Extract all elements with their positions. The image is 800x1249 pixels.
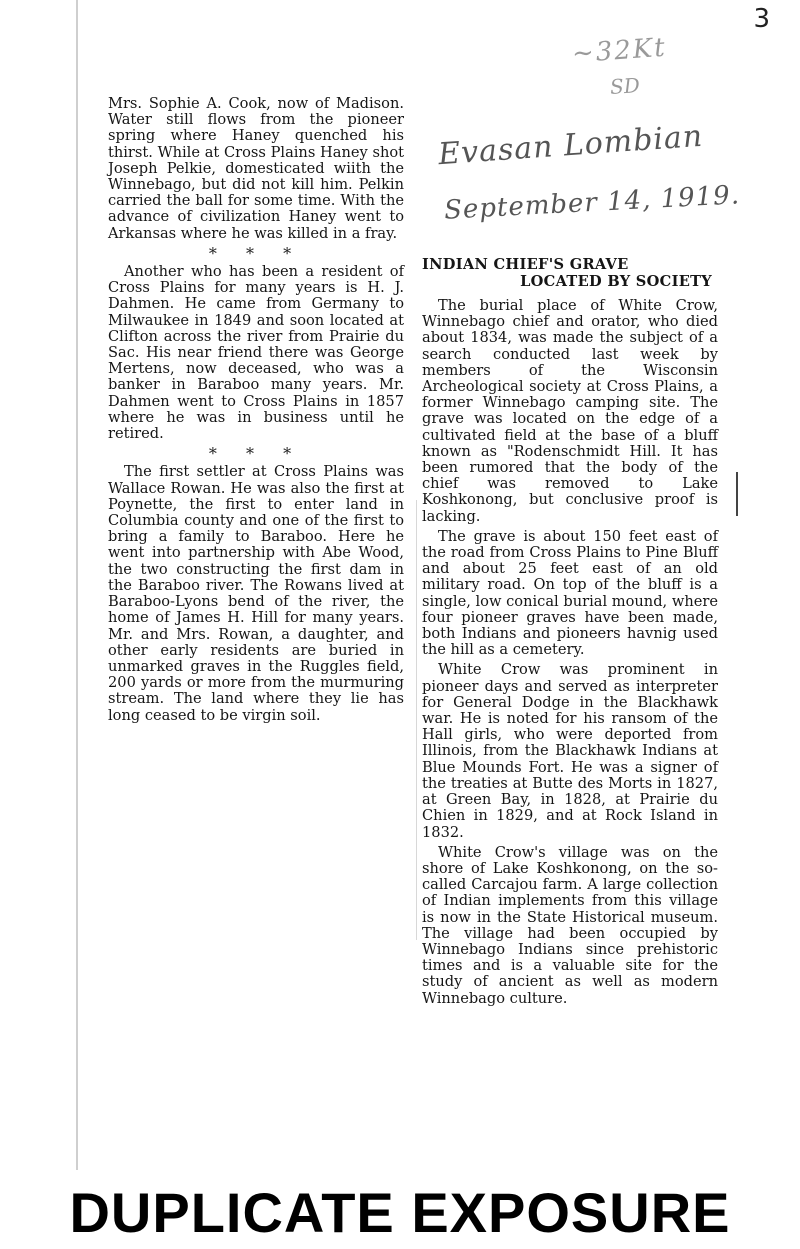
headline-line-2: LOCATED BY SOCIETY (520, 273, 712, 290)
pencil-annotation-sub: SD (609, 72, 641, 100)
page-edge-line (76, 0, 78, 1170)
article-paragraph: Another who has been a resident of Cross Plains for many years is H. J. Dahmen. He came from Germany to Milwaukee in 1849 and soon located at Clifton across the river from Prairie du Sac. His near friend there was George Mertens, now deceased, who was a banker in Baraboo many years. Mr. Dahmen went to Cross Plains in 1857 where he was in business until he retired. (108, 263, 404, 443)
headline-line-1: INDIAN CHIEF'S GRAVE (422, 256, 629, 273)
article-paragraph: Mrs. Sophie A. Cook, now of Madison. Water still flows from the pioneer spring where Haney quenched his thirst. While at Cross Plains Haney shot Joseph Pelkie, domesticated wiith the Winnebago, but did not kill him. Pelkin carried the ball for some time. With the advance of civilization Haney went to Arkansas where he was killed in a fray. (108, 95, 404, 242)
duplicate-exposure-stamp: DUPLICATE EXPOSURE (69, 1181, 731, 1244)
article-paragraph: The burial place of White Crow, Winnebago chief and orator, who died about 1834, was made the subject of a search conducted last week by members of the Wisconsin Archeological society at Cross Plains, a former Winnebago camping site. The grave was located on the edge of a cultivated field at the base of a bluff known as "Rodenschmidt Hill. It has been rumored that the body of the chief was removed to Lake Koshkonong, but conclusive proof is lacking. (422, 297, 718, 525)
article-paragraph: The first settler at Cross Plains was Wallace Rowan. He was also the first at Poynette, the first to enter land in Columbia county and one of the first to bring a family to Baraboo. Here he went into partnership with Abe Wood, the two constructing the first dam in the Baraboo river. The Rowans lived at Baraboo-Lyons bend of the river, the home of James H. Hill for many years. Mr. and Mrs. Rowan, a daughter, and other early residents are buried in unmarked graves in the Ruggles field, 200 yards or more from the murmuring stream. The land where they lie has long ceased to be virgin soil. (108, 463, 404, 724)
column-divider (416, 500, 417, 940)
article-paragraph: The grave is about 150 feet east of the road from Cross Plains to Pine Bluff and about 25 feet east of an old military road. On top of the bluff is a single, low conical burial mound, where four pioneer graves have been made, both Indians and pioneers havnig used the hill as a cemetery. (422, 527, 718, 659)
pencil-annotation: ~32Kt (571, 32, 668, 70)
left-article-column (108, 96, 404, 728)
handwritten-source: Evasan Lombian (437, 118, 705, 173)
section-separator: * * * (208, 444, 304, 464)
right-article-column (422, 256, 718, 1011)
clipping-edge-mark (736, 472, 738, 516)
article-headline (422, 256, 718, 290)
article-paragraph: White Crow was prominent in pioneer days and served as interpreter for General Dodge in the Blackhawk war. He is noted for his ransom of the Hall girls, who were deported from Illinois, from the Blackhawk Indians at Blue Mounds Fort. He was a signer of the treaties at Butte des Morts in 1827, at Green Bay, in 1828, at Prairie du Chien in 1829, and at Rock Island in 1832. (422, 661, 718, 841)
article-paragraph: White Crow's village was on the shore of Lake Koshkonong, on the so-called Carcajou farm. A large collection of Indian implements from this village is now in the State Historical museum. The village had been occupied by Winnebago Indians since prehistoric times and is a valuable site for the study of ancient as well as modern Winnebago culture. (422, 843, 718, 1007)
section-separator: * * * (208, 243, 304, 263)
page-number: 3 (753, 4, 770, 34)
handwritten-date: September 14, 1919. (443, 180, 741, 226)
